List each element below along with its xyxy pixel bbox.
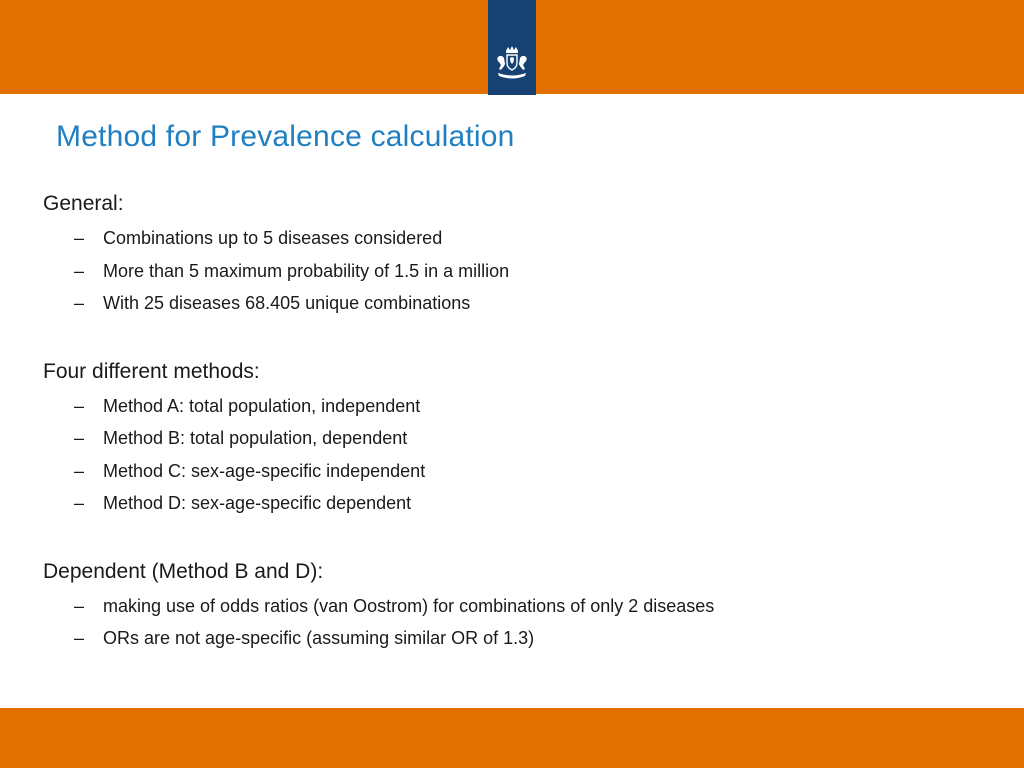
dash-bullet: –	[74, 428, 85, 448]
section-general	[43, 190, 983, 320]
bullet-item	[43, 422, 983, 455]
dash-bullet: –	[74, 228, 85, 248]
bullet-text: With 25 diseases 68.405 unique combinations	[103, 293, 471, 313]
bullet-text: making use of odds ratios (van Oostrom) for combinations of only 2 diseases	[103, 595, 715, 616]
bullet-item	[43, 222, 983, 255]
slide-title: Method for Prevalence calculation	[56, 120, 515, 153]
bullet-item	[43, 390, 983, 423]
section-heading: Four different methods:	[43, 359, 260, 383]
bullet-text: ORs are not age-specific (assuming similar OR of 1.3)	[103, 628, 535, 648]
dash-bullet: –	[74, 395, 85, 416]
section-heading: Dependent (Method B and D):	[43, 559, 324, 583]
bullet-item	[43, 487, 983, 520]
section-heading: General:	[43, 192, 124, 215]
bullet-item	[43, 287, 983, 320]
bullet-text: Method D: sex-age-specific dependent	[103, 493, 412, 513]
bullet-item	[43, 455, 983, 488]
bullet-list	[43, 222, 983, 320]
dash-bullet: –	[74, 260, 85, 281]
bullet-item	[43, 622, 983, 655]
bullet-item	[43, 255, 983, 288]
bullet-text: Method A: total population, independent	[103, 395, 421, 416]
slide-content	[43, 190, 983, 693]
bullet-item	[43, 590, 983, 623]
bullet-text: Combinations up to 5 diseases considered	[103, 228, 443, 248]
section-methods	[43, 358, 983, 520]
logo-ribbon	[488, 0, 536, 95]
dash-bullet: –	[74, 460, 85, 481]
bullet-text: More than 5 maximum probability of 1.5 in a million	[103, 260, 510, 281]
bottom-orange-band	[0, 708, 1024, 768]
dash-bullet: –	[74, 628, 85, 648]
bullet-list	[43, 590, 983, 655]
dash-bullet: –	[74, 595, 85, 616]
section-dependent	[43, 558, 983, 655]
dash-bullet: –	[74, 293, 85, 313]
bullet-text: Method B: total population, dependent	[103, 428, 408, 448]
coat-of-arms-icon	[492, 45, 532, 85]
dash-bullet: –	[74, 493, 85, 513]
bullet-text: Method C: sex-age-specific independent	[103, 460, 426, 481]
bullet-list	[43, 390, 983, 520]
